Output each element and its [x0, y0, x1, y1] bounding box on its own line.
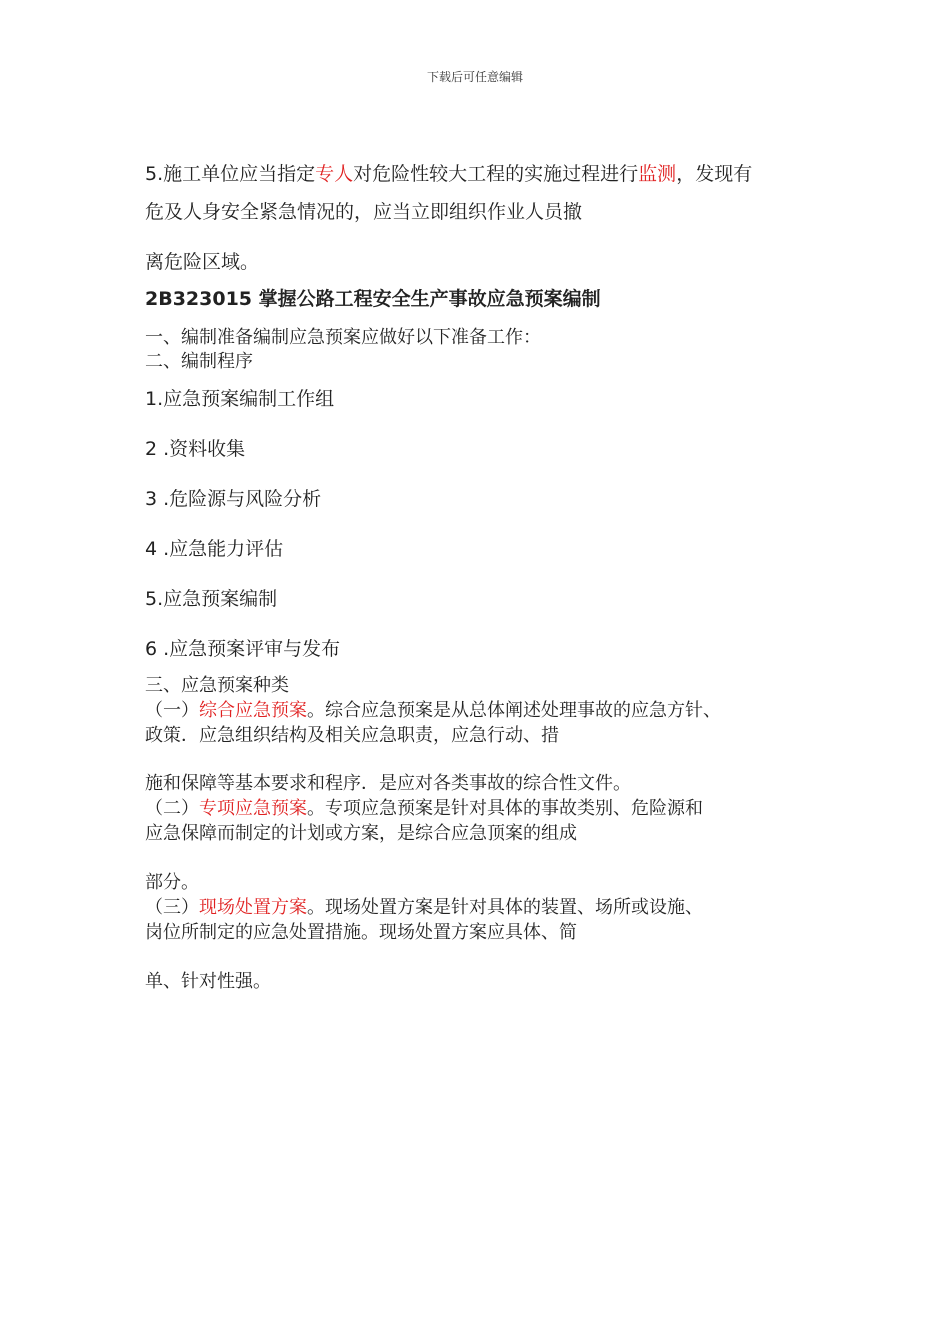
highlight-term: 综合应急预案: [199, 700, 307, 721]
text-run: （二）: [145, 798, 199, 819]
plan-type-2-line1: [145, 797, 703, 821]
step-item: 5.应急预案编制: [145, 588, 278, 610]
plan-type-1-line1: [145, 699, 721, 723]
page-header: 下载后可任意编辑: [426, 70, 523, 84]
heading-preparation: 一、编制准备编制应急预案应做好以下准备工作：: [145, 327, 541, 348]
plan-type-3-line1: [145, 896, 703, 920]
paragraph-monitoring-line2: 危及人身安全紧急情况的，应当立即组织作业人员撤: [145, 201, 583, 223]
paragraph-monitoring-line3: 离危险区域。: [145, 251, 260, 273]
plan-type-2-line2: 应急保障而制定的计划或方案，是综合应急顶案的组成: [145, 823, 577, 844]
text-run: 5.施工单位应当指定: [145, 163, 316, 185]
plan-type-2-line3: 部分。: [145, 872, 199, 893]
highlight-term: 专项应急预案: [199, 798, 307, 819]
step-item: 6 .应急预案评审与发布: [145, 638, 341, 660]
step-item: 4 .应急能力评估: [145, 538, 284, 560]
plan-type-1-line3: 施和保障等基本要求和程序．是应对各类事故的综合性文件。: [145, 773, 631, 794]
paragraph-monitoring-line1: [145, 162, 752, 186]
text-run: （一）: [145, 700, 199, 721]
heading-plan-types: 三、应急预案种类: [145, 675, 289, 696]
plan-type-1-line2: 政策．应急组织结构及相关应急职责，应急行动、措: [145, 725, 559, 746]
step-item: 1.应急预案编制工作组: [145, 388, 335, 410]
step-item: 3 .危险源与风险分析: [145, 488, 322, 510]
text-run: （三）: [145, 897, 199, 918]
section-title: 2B323015 掌握公路工程安全生产事故应急预案编制: [145, 288, 601, 310]
text-run: 。现场处置方案是针对具体的装置、场所或设施、: [307, 897, 703, 918]
text-run: 对危险性较大工程的实施过程进行: [353, 163, 639, 185]
plan-type-3-line2: 岗位所制定的应急处置措施。现场处置方案应具体、简: [145, 922, 577, 943]
heading-procedure: 二、编制程序: [145, 351, 253, 372]
highlight-term: 现场处置方案: [199, 897, 307, 918]
plan-type-3-line3: 单、针对性强。: [145, 971, 271, 992]
text-run: ，发现有: [676, 163, 753, 185]
text-run: 。综合应急预案是从总体阐述处理事故的应急方针、: [307, 700, 721, 721]
highlight-term: 监测: [638, 163, 677, 185]
step-item: 2 .资料收集: [145, 438, 246, 460]
highlight-term: 专人: [315, 163, 354, 185]
text-run: 。专项应急预案是针对具体的事故类别、危险源和: [307, 798, 703, 819]
